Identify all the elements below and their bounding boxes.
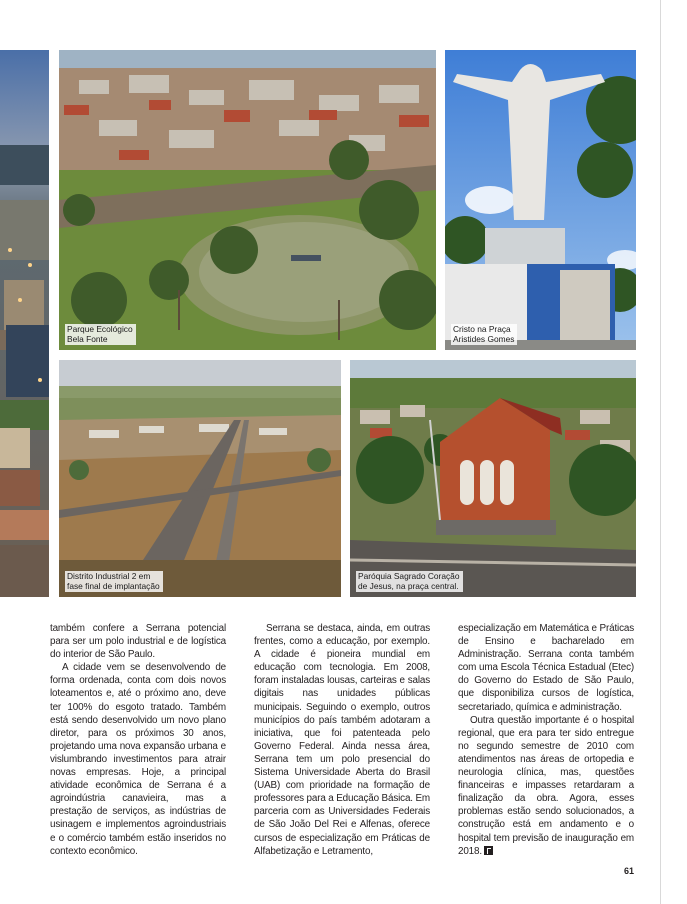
paragraph: A cidade vem se desenvolvendo de forma ordenada, conta com dois novos loteamentos e, até o próximo ano, deve ter 100% do esgoto tratado. Também está sendo desenvolvido um novo plano diretor, para os próximos 30 anos, projetando uma nova expansão urbana e vislumbrando investimentos para atrair novas empresas. Hoje, a principal atividade econômica de Serrana é a agroindústria canavieira, mas a prestação de serviços, as indústrias de usinagem e implementos agroindustriais e o comércio também estão inseridos no contexto econômico. <box>50 662 226 857</box>
paragraph: também confere a Serrana potencial para ser um polo industrial e de logística do interior de São Paulo. <box>50 623 226 661</box>
caption-line: Distrito Industrial 2 em <box>67 571 151 581</box>
end-of-article-icon <box>484 846 493 855</box>
caption-line: fase final de implantação <box>67 581 160 591</box>
caption-line: Paróquia Sagrado Coração <box>358 571 460 581</box>
paragraph-text: Outra questão importante é o hospital regional, que era para ter sido entregue no segundo semestre de 2010 com atendimentos nas áreas de ortopedia e neurologia clínica, mas, questões financeiras e impasses retardaram a finalização da obra. Agora, esses problemas estão sendo solucionados, a construção está em andamento e o hospital tem previsão de inauguração em 2018. <box>458 714 634 857</box>
page-edge-line <box>660 0 661 904</box>
photo-paroquia-sagrado-coracao <box>350 360 636 597</box>
caption-line: Bela Fonte <box>67 334 108 344</box>
paragraph: Serrana se destaca, ainda, em outras frentes, como a educação, por exemplo. A cidade é pioneira mundial em educação com tecnologia. Em 2008, foram instaladas lousas, carteiras e salas digitais nas unidades públicas municipais. Seguindo o exemplo, outros municípios do país também adotaram a iniciativa, que foi patenteada pelo Governo Federal. Ainda nessa área, Serrana tem um polo presencial do Sistema Universidade Aberta do Brasil (UAB) com prioridade na formação de professores para a Educação Básica. Em parceria com as Universidades Federais de São João Del Rei e Alfenas, oferece cursos de especialização em Práticas de Alfabetização e Letramento, <box>254 623 430 857</box>
article-column-3 <box>458 622 634 858</box>
caption-parque-ecologico <box>65 324 136 345</box>
caption-line: de Jesus, na praça central. <box>358 581 459 591</box>
caption-line: Cristo na Praça <box>453 324 511 334</box>
page-number: 61 <box>624 866 635 876</box>
photo-distrito-industrial <box>59 360 341 597</box>
photo-city-edge <box>0 50 49 597</box>
caption-cristo <box>451 324 517 345</box>
article-column-1 <box>50 622 226 858</box>
caption-line: Parque Ecológico <box>67 324 133 334</box>
caption-distrito-industrial <box>65 571 163 592</box>
photo-cristo-praca <box>445 50 636 350</box>
caption-paroquia <box>356 571 463 592</box>
paragraph-last <box>458 714 634 858</box>
caption-line: Aristides Gomes <box>453 334 515 344</box>
photo-parque-ecologico <box>59 50 436 350</box>
article-column-2 <box>254 622 430 858</box>
paragraph: especialização em Matemática e Práticas de Ensino e bacharelado em Administração. Serrana conta também com uma Escola Técnica Estadual (Etec) do Governo do Estado de São Paulo, que disponibiliza cursos de logística, secretariado, química e administração. <box>458 623 634 713</box>
